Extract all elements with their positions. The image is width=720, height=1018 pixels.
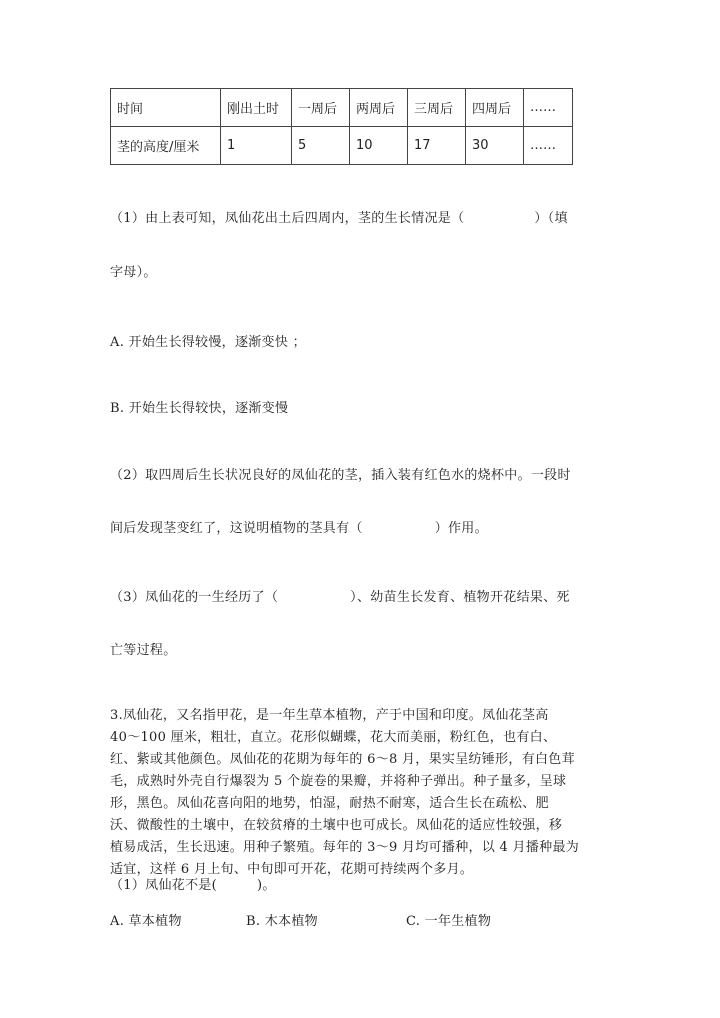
- question-3-line: [110, 586, 570, 605]
- choice-a: A. 草本植物: [110, 914, 182, 929]
- passage-line: 红、紫或其他颜色。凤仙花的花期为每年的 6～8 月，果实呈纺锤形，有白色茸: [110, 752, 575, 767]
- table-cell: 5: [292, 127, 350, 165]
- reading-passage: [110, 705, 610, 881]
- table-cell: 茎的高度/厘米: [111, 127, 221, 165]
- table-cell: 1: [221, 127, 292, 165]
- question-4-text: （1）凤仙花不是(: [110, 878, 218, 893]
- passage-line: 植易成活，生长迅速。用种子繁殖。每年的 3～9 月均可播种，以 4 月播种最为: [110, 840, 580, 855]
- table-cell: 30: [466, 127, 524, 165]
- passage-line: 40～100 厘米，粗壮，直立。花形似蝴蝶，花大而美丽，粉红色，也有白、: [110, 730, 557, 745]
- question-1-line: [110, 207, 568, 226]
- table-cell: 17: [408, 127, 466, 165]
- table-row: [111, 89, 573, 127]
- passage-line: 3.凤仙花，又名指甲花，是一年生草本植物，产于中国和印度。凤仙花茎高: [110, 708, 549, 723]
- passage-line: 沃、微酸性的土壤中，在较贫瘠的土壤中也可成长。凤仙花的适应性较强，移: [110, 818, 563, 833]
- question-3-text: （3）凤仙花的一生经历了（: [110, 590, 279, 605]
- table-cell: ……: [524, 89, 573, 127]
- table-cell: 三周后: [408, 89, 466, 127]
- question-4-suffix: )。: [257, 878, 276, 893]
- table-cell: 一周后: [292, 89, 350, 127]
- table-cell: 四周后: [466, 89, 524, 127]
- passage-line: 毛，成熟时外壳自行爆裂为 5 个旋卷的果瓣，并将种子弹出。种子量多，呈球: [110, 774, 567, 789]
- question-1-text: （1）由上表可知，凤仙花出土后四周内，茎的生长情况是（: [110, 211, 465, 226]
- question-2-continued: [110, 517, 488, 536]
- table-cell: 10: [350, 127, 408, 165]
- question-3-continued: 亡等过程。: [110, 643, 177, 658]
- passage-line: 形，黑色。凤仙花喜向阳的地势，怕湿，耐热不耐寒，适合生长在疏松、肥: [110, 796, 549, 811]
- choice-c: C. 一年生植物: [406, 914, 492, 929]
- question-2-text: 间后发现茎变红了，这说明植物的茎具有（: [110, 521, 363, 536]
- choice-b: B. 木本植物: [246, 914, 318, 929]
- question-4-line: [110, 874, 276, 893]
- table-cell: 刚出土时: [221, 89, 292, 127]
- question-2-line: （2）取四周后生长状况良好的凤仙花的茎，插入装有红色水的烧杯中。一段时: [110, 468, 571, 483]
- table-cell: ……: [524, 127, 573, 165]
- question-3-suffix: ）、幼苗生长发育、植物开花结果、死: [350, 590, 570, 605]
- passage-line: 适宜，这样 6 月上旬、中旬即可开花，花期可持续两个多月。: [110, 862, 474, 877]
- table-row: [111, 127, 573, 165]
- table-cell: 两周后: [350, 89, 408, 127]
- option-a: A. 开始生长得较慢，逐渐变快 ；: [110, 335, 306, 350]
- growth-table: [110, 88, 573, 165]
- question-2-suffix: ）作用。: [434, 521, 488, 536]
- table-cell: 时间: [111, 89, 221, 127]
- question-1-continued: 字母）。: [110, 265, 157, 280]
- option-b: B. 开始生长得较快，逐渐变慢: [110, 401, 289, 416]
- question-1-suffix: ）（填: [534, 211, 568, 226]
